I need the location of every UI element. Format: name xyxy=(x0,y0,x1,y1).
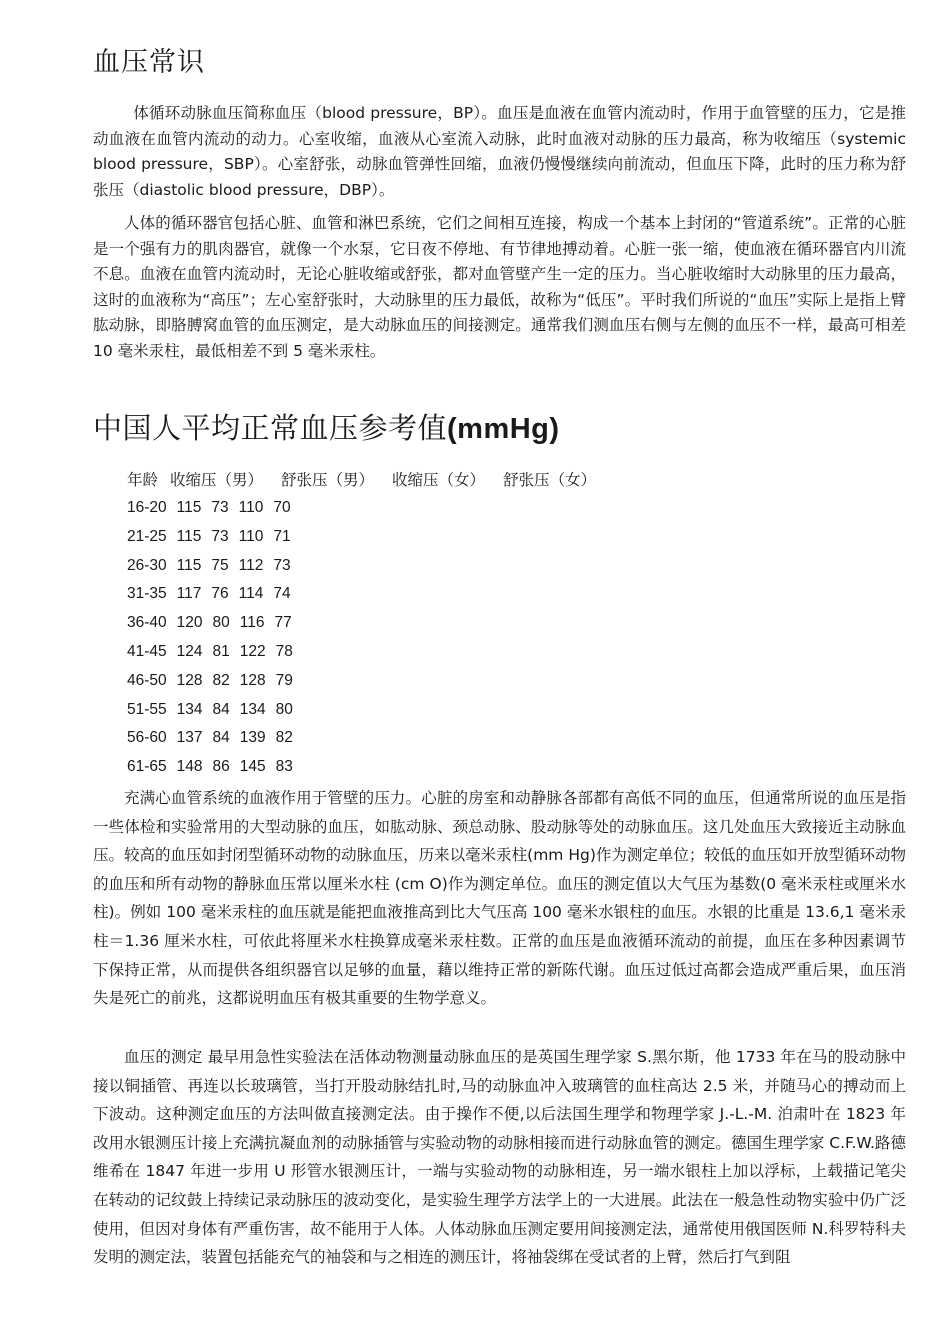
table-row xyxy=(127,667,614,696)
cell-value: 137 xyxy=(176,729,203,747)
cell-value: 134 xyxy=(176,700,203,718)
table-row xyxy=(127,580,614,609)
cell-age: 36-40 xyxy=(127,614,167,632)
cell-value: 76 xyxy=(211,585,229,603)
cell-value: 115 xyxy=(176,556,202,574)
header-diastolic-female: 舒张压（女） xyxy=(503,471,597,489)
header-systolic-female: 收缩压（女） xyxy=(392,471,486,489)
cell-value: 79 xyxy=(275,671,293,689)
cell-value: 81 xyxy=(212,642,230,660)
table-row xyxy=(127,696,614,725)
cell-value: 82 xyxy=(212,671,230,689)
bp-reference-table xyxy=(127,466,614,782)
header-age: 年龄 xyxy=(127,471,159,489)
cell-value: 115 xyxy=(176,527,202,545)
cell-value: 134 xyxy=(239,700,266,718)
table-row xyxy=(127,724,614,753)
section-heading-text: 中国人平均正常血压参考值 xyxy=(93,411,448,445)
cell-age: 41-45 xyxy=(127,642,167,660)
cell-value: 70 xyxy=(273,499,291,516)
cell-value: 73 xyxy=(211,499,229,516)
table-row xyxy=(127,753,614,782)
section-heading xyxy=(93,406,560,447)
cell-value: 77 xyxy=(274,614,292,632)
cell-value: 112 xyxy=(238,556,264,574)
cell-value: 148 xyxy=(176,758,203,776)
table-row xyxy=(127,494,614,523)
page-title: 血压常识 xyxy=(93,47,205,78)
cell-value: 124 xyxy=(176,642,203,660)
table-row xyxy=(127,638,614,667)
cell-age: 61-65 xyxy=(127,758,167,776)
cell-value: 122 xyxy=(239,642,266,660)
cell-value: 114 xyxy=(238,585,264,603)
cell-value: 73 xyxy=(211,527,229,545)
cell-age: 56-60 xyxy=(127,729,167,747)
circulation-paragraph: 人体的循环器官包括心脏、血管和淋巴系统，它们之间相互连接，构成一个基本上封闭的“管道系统”。正常的心脏是一个强有力的肌肉器官，就像一个水泵，它日夜不停地、有节律地搏动着。心脏一张一缩，使血液在循环器官内川流不息。血液在血管内流动时，无论心脏收缩或舒张，都对血管壁产生一定的压力。当心脏收缩时大动脉里的压力最高，这时的血液称为“高压”；左心室舒张时，大动脉里的压力最低，故称为“低压”。平时我们所说的“血压”实际上是指上臂肱动脉，即胳膊窝血管的血压测定，是大动脉血压的间接测定。通常我们测血压右侧与左侧的血压不一样，最高可相差 10 毫米汞柱，最低相差不到 5 毫米汞柱。 xyxy=(93,214,906,360)
cell-value: 110 xyxy=(238,499,264,516)
table-row xyxy=(127,523,614,552)
cell-value: 115 xyxy=(176,499,202,516)
cell-value: 116 xyxy=(239,614,265,632)
header-systolic-male: 收缩压（男） xyxy=(170,471,264,489)
cell-age: 46-50 xyxy=(127,671,167,689)
section-heading-unit: (mmHg) xyxy=(447,413,560,445)
table-header-row xyxy=(127,466,614,494)
cell-age: 16-20 xyxy=(127,499,167,516)
cell-value: 78 xyxy=(275,642,293,660)
cell-value: 71 xyxy=(273,527,291,545)
cell-value: 128 xyxy=(176,671,203,689)
cell-value: 110 xyxy=(238,527,264,545)
bp-definition-paragraph: 充满心血管系统的血液作用于管壁的压力。心脏的房室和动静脉各部都有高低不同的血压，但通常所说的血压是指一些体检和实验常用的大型动脉的血压，如肱动脉、颈总动脉、股动脉等处的动脉血压。这几处血压大致接近主动脉血压。较高的血压如封闭型循环动物的动脉血压，历来以毫米汞柱(mm Hg)作为测定单位；较低的血压如开放型循环动物的血压和所有动物的静脉血压常以厘米水柱 (cm O)作为测定单位。血压的测定值以大气压为基数(0 毫米汞柱或厘米水柱)。例如 100 毫米汞柱的血压就是能把血液推高到比大气压高 100 毫米水银柱的血压。水银的比重是 13.6,1 毫米汞柱＝1.36 厘米水柱，可依此将厘米水柱换算成毫米汞柱数。正常的血压是血液循环流动的前提，血压在多种因素调节下保持正常，从而提供各组织器官以足够的血量，藉以维持正常的新陈代谢。血压过低过高都会造成严重后果，血压消失是死亡的前兆，这都说明血压有极其重要的生物学意义。 xyxy=(93,789,906,1008)
cell-value: 120 xyxy=(176,614,203,632)
cell-value: 80 xyxy=(212,614,230,632)
bp-measurement-paragraph: 血压的测定 最早用急性实验法在活体动物测量动脉血压的是英国生理学家 S.黑尔斯，他 1733 年在马的股动脉中接以铜插管、再连以长玻璃管，当打开股动脉结扎时,马的动脉血冲入玻璃管的血柱高达 2.5 米，并随马心的搏动而上下波动。这种测定血压的方法叫做直接测定法。由于操作不便,以后法国生理学和物理学家 J.-L.-M. 泊肃叶在 1823 年改用水银测压计接上充满抗凝血剂的动脉插管与实验动物的动脉相接而进行动脉血管的测定。德国生理学家 C.F.W.路德维希在 1847 年进一步用 U 形管水银测压计，一端与实验动物的动脉相连，另一端水银柱上加以浮标，上载描记笔尖在转动的记纹鼓上持续记录动脉压的波动变化，是实验生理学方法学上的一大进展。此法在一般急性动物实验中仍广泛使用，但因对身体有严重伤害，故不能用于人体。人体动脉血压测定要用间接测定法，通常使用俄国医师 N.科罗特科夫发明的测定法，装置包括能充气的袖袋和与之相连的测压计，将袖袋绑在受试者的上臂，然后打气到阻 xyxy=(93,1048,906,1267)
cell-value: 145 xyxy=(239,758,266,776)
cell-value: 84 xyxy=(212,729,230,747)
cell-age: 21-25 xyxy=(127,527,167,545)
cell-value: 117 xyxy=(176,585,202,603)
cell-value: 73 xyxy=(273,556,291,574)
intro-paragraph: 体循环动脉血压简称血压（blood pressure，BP）。血压是血液在血管内流动时，作用于血管壁的压力，它是推动血液在血管内流动的动力。心室收缩，血液从心室流入动脉，此时血液对动脉的压力最高，称为收缩压（systemic blood pressure，SBP）。心室舒张，动脉血管弹性回缩，血液仍慢慢继续向前流动，但血压下降，此时的压力称为舒张压（diastolic blood pressure，DBP）。 xyxy=(93,104,906,199)
table-row xyxy=(127,609,614,638)
cell-age: 26-30 xyxy=(127,556,167,574)
cell-value: 83 xyxy=(275,758,293,776)
cell-age: 51-55 xyxy=(127,700,167,718)
cell-value: 84 xyxy=(212,700,230,718)
header-diastolic-male: 舒张压（男） xyxy=(281,471,375,489)
cell-value: 80 xyxy=(275,700,293,718)
cell-value: 139 xyxy=(239,729,266,747)
cell-value: 128 xyxy=(239,671,266,689)
cell-value: 74 xyxy=(273,585,291,603)
table-row xyxy=(127,552,614,581)
cell-value: 82 xyxy=(275,729,293,747)
cell-value: 86 xyxy=(212,758,230,776)
cell-age: 31-35 xyxy=(127,585,167,603)
cell-value: 75 xyxy=(211,556,229,574)
